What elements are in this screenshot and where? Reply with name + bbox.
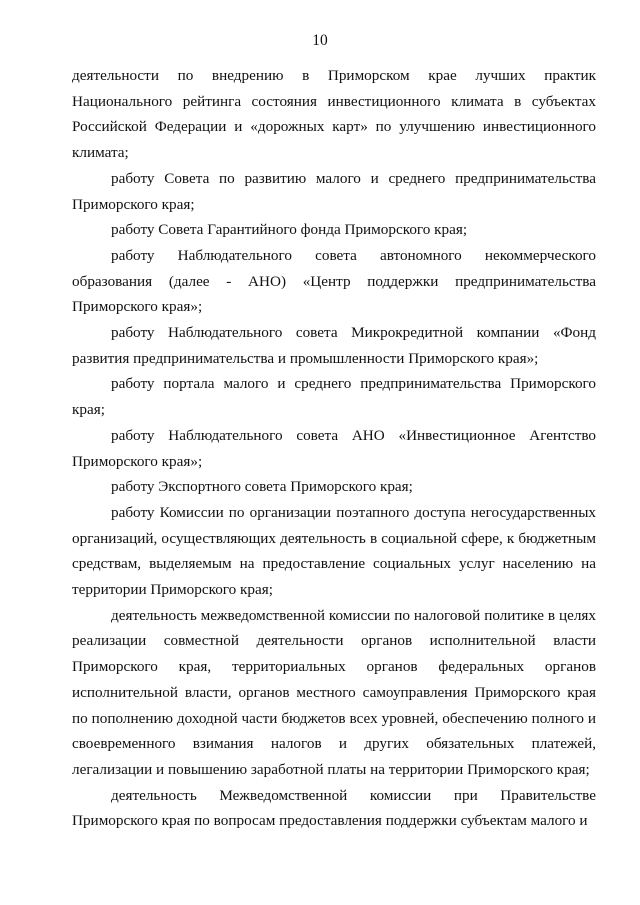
paragraph: деятельность межведомственной комиссии по налоговой политике в целях реализации совместной деятельности органов исполнительной власти Приморского края, территориальных органов федеральных органов исполнительной власти, органов местного самоуправления Приморского края по пополнению доходной части бюджетов всех уровней, обеспечению полного и своевременного взимания налогов и других обязательных платежей, легализации и повышению заработной платы на территории Приморского края;: [72, 606, 596, 778]
paragraph: работу Совета по развитию малого и среднего предпринимательства Приморского края;: [72, 169, 596, 213]
paragraph: работу Наблюдательного совета Микрокредитной компании «Фонд развития предпринимательства и промышленности Приморского края»;: [72, 324, 596, 367]
paragraph: работу Наблюдательного совета автономного некоммерческого образования (далее - АНО) «Центр поддержки предпринимательства Приморского края»;: [72, 246, 596, 316]
document-body: [72, 63, 596, 834]
paragraph: работу Наблюдательного совета АНО «Инвестиционное Агентство Приморского края»;: [72, 426, 596, 470]
page-number: 10: [312, 32, 328, 49]
paragraph: работу портала малого и среднего предпринимательства Приморского края;: [72, 375, 596, 419]
paragraph: деятельности по внедрению в Приморском крае лучших практик Национального рейтинга состояния инвестиционного климата в субъектах Российской Федерации и «дорожных карт» по улучшению инвестиционного климата;: [72, 67, 596, 162]
paragraph: работу Экспортного совета Приморского края;: [111, 478, 413, 496]
paragraph: работу Совета Гарантийного фонда Приморского края;: [111, 221, 468, 239]
paragraph: деятельность Межведомственной комиссии при Правительстве Приморского края по вопросам предоставления поддержки субъектам малого и: [72, 786, 596, 830]
paragraph: работу Комиссии по организации поэтапного доступа негосударственных организаций, осуществляющих деятельность в социальной сфере, к бюджетным средствам, выделяемым на предоставление социальных услуг населению на территории Приморского края;: [72, 503, 596, 599]
